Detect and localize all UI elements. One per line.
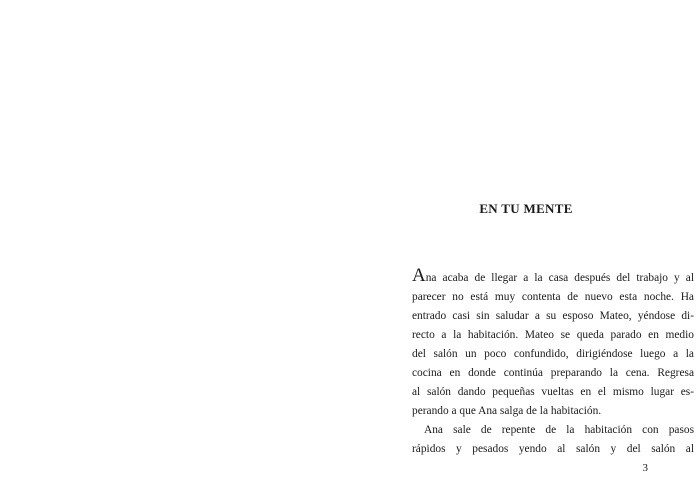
- text-line-2: parecer no está muy contenta de nuevo esta noche. Ha: [412, 291, 694, 303]
- text-line-4: recto a la habitación. Mateo se queda parado en medio: [412, 329, 694, 341]
- text-line-8: perando a que Ana salga de la habitación.: [412, 405, 602, 417]
- body-text: [412, 266, 694, 459]
- text-line-1: Ana acaba de llegar a la casa después del trabajo y al: [412, 265, 694, 286]
- right-page: [350, 0, 700, 500]
- text-line-10: rápidos y pesados yendo al salón y del salón al: [412, 443, 694, 455]
- chapter-title: EN TU MENTE: [479, 201, 573, 216]
- drop-cap: A: [412, 265, 426, 286]
- text-line-5: del salón un poco confundido, dirigiéndose luego a la: [412, 348, 694, 360]
- text-line-9: Ana sale de repente de la habitación con pasos: [424, 424, 694, 436]
- text-line-7: al salón dando pequeñas vueltas en el mismo lugar es-: [412, 386, 694, 398]
- text-line-6: cocina en donde continúa preparando la cena. Regresa: [412, 367, 694, 379]
- text-line-3: entrado casi sin saludar a su esposo Mateo, yéndose di-: [412, 310, 694, 322]
- page-number: 3: [642, 462, 648, 474]
